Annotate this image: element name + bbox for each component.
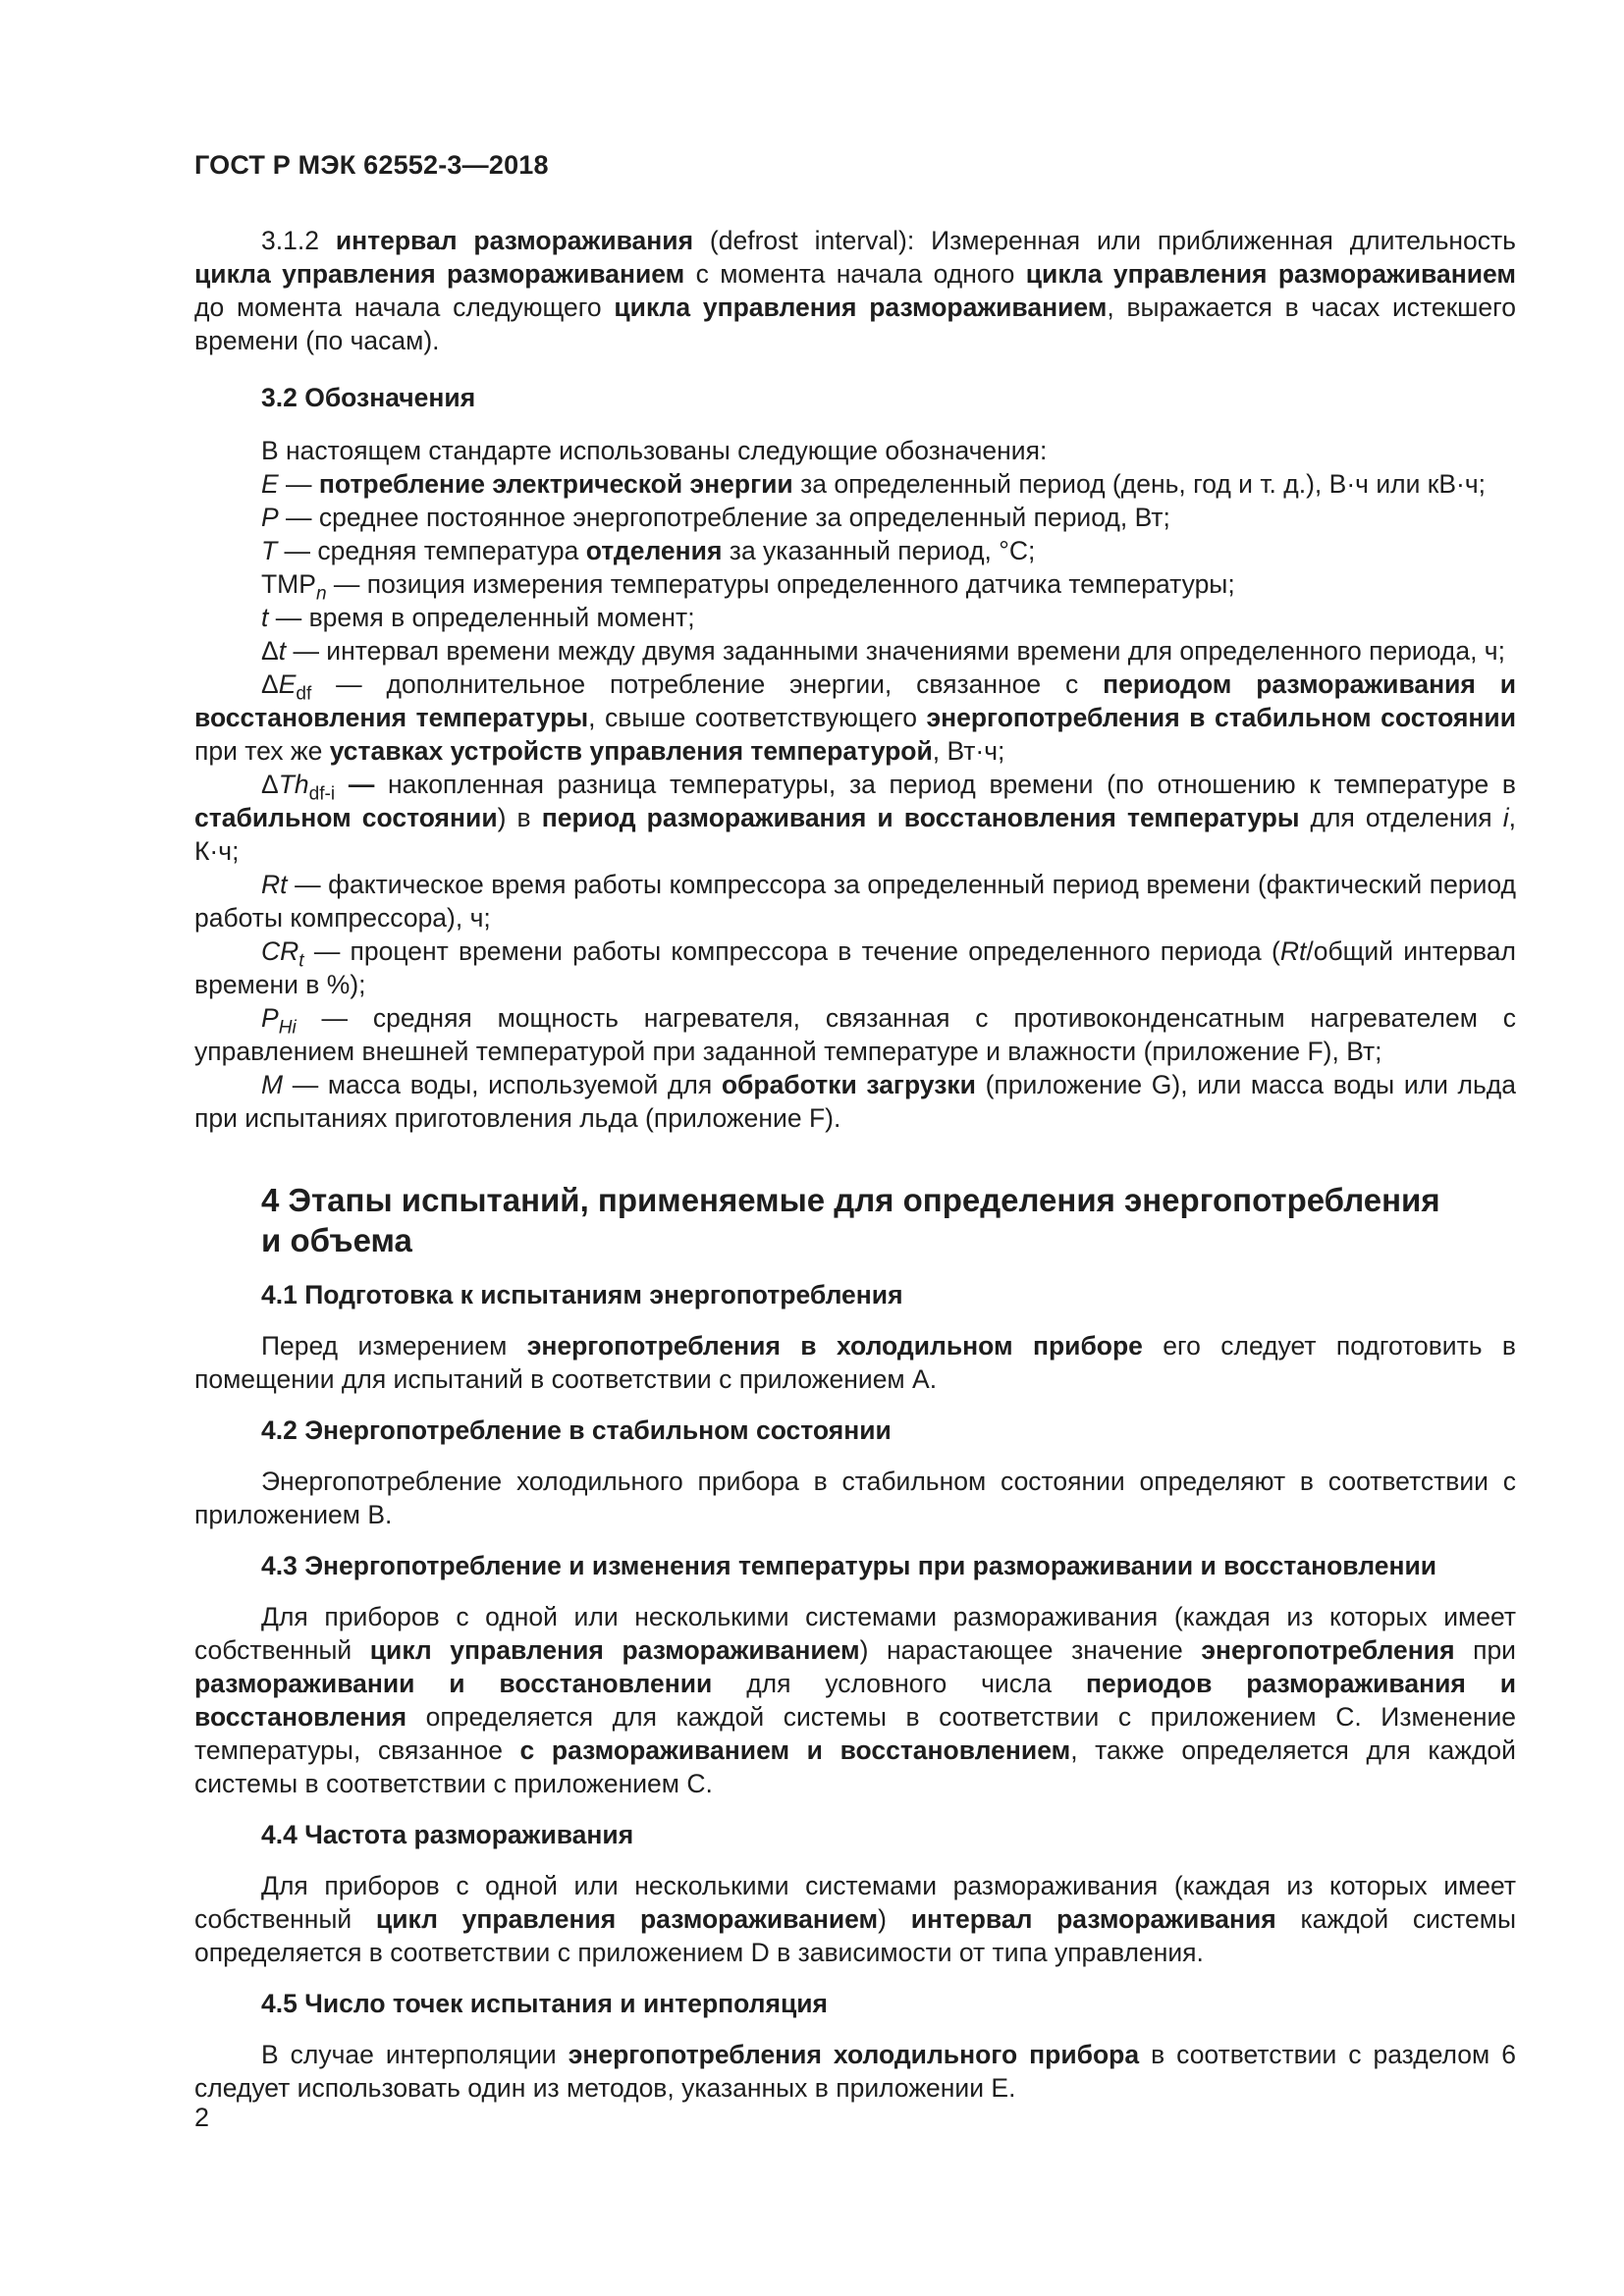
section-heading-4-3: 4.3 Энергопотребление и изменения температуры при размораживании и восстановлении [261,1551,1437,1580]
document-header: ГОСТ Р МЭК 62552-3—2018 [194,150,549,180]
section-heading-4: 4 Этапы испытаний, применяемые для определения энергопотребления и объема [261,1182,1440,1258]
symbol-P: P — среднее постоянное энергопотребление за определенный период, Вт; [261,503,1170,532]
section-heading-4-4: 4.4 Частота размораживания [261,1820,634,1849]
document-body [194,224,1516,2105]
symbol-delta-Edf: $\Delta E_{df}$ — дополнительное потребление энергии, связанное с периодом размораживания и восстановления температуры, свыше соответствующего энергопотребления в стабильном состоянии при тех же уставках устройств управления температурой, Вт·ч; [194,669,1517,766]
symbol-delta-t: Δt — интервал времени между двумя заданными значениями времени для определенного периода, ч; [261,636,1505,666]
term: интервал размораживания [335,226,694,255]
paragraph-4-5: В случае интерполяции энергопотребления холодильного прибора в соответствии с разделом 6 следует использовать один из методов, указанных в приложении Е. [194,2040,1516,2103]
symbol-t: t — время в определенный момент; [261,603,695,632]
symbol-PHi: $P_{Hi}$ — средняя мощность нагревателя, связанная с противоконденсатным нагревателем с управлением внешней температурой при заданной температуре и влажности (приложение F), Вт; [194,1003,1516,1066]
paragraph-4-1: Перед измерением энергопотребления в холодильном приборе его следует подготовить в помещении для испытаний в соответствии с приложением А. [194,1331,1516,1394]
symbol-TMP: $TMP_n$ — позиция измерения температуры определенного датчика температуры; [261,569,1235,605]
symbol-delta-Th: ΔTh$_{df-i}$ — накопленная разница температуры, за период времени (по отношению к температуре в стабильном состоянии) в период размораживания и восстановления температуры для отделения i, К·ч; [194,770,1516,866]
symbol-Rt: Rt — фактическое время работы компрессора за определенный период времени (фактический период работы компрессора), ч; [194,870,1516,933]
section-heading-4-2: 4.2 Энергопотребление в стабильном состоянии [261,1415,892,1445]
paragraph-4-4: Для приборов с одной или несколькими системами размораживания (каждая из которых имеет собственный цикл управления размораживанием) интервал размораживания каждой системы определяется в соответствии с приложением D в зависимости от типа управления. [194,1871,1517,1967]
paragraph-4-2: Энергопотребление холодильного прибора в стабильном состоянии определяют в соответствии с приложением В. [194,1467,1516,1529]
clause-number: 3.1.2 [261,226,319,255]
symbol-CRt: $CR_t$ — процент времени работы компрессора в течение определенного периода (Rt/общий интервал времени в %); [194,936,1516,999]
definition-3-1-2: 3.1.2 интервал размораживания (defrost interval): Измеренная или приближенная длительность цикла управления размораживанием с момента начала одного цикла управления размораживанием до момента начала следующего цикла управления размораживанием, выражается в часах истекшего времени (по часам). [194,226,1516,355]
paragraph-4-3: Для приборов с одной или несколькими системами размораживания (каждая из которых имеет собственный цикл управления размораживанием) нарастающее значение энергопотребления при размораживании и восстановлении для условного числа периодов размораживания и восстановления определяется для каждой системы в соответствии с приложением С. Изменение температуры, связанное с размораживанием и восстановлением, также определяется для каждой системы в соответствии с приложением С. [194,1602,1516,1798]
symbol-M: M — масса воды, используемой для обработки загрузки (приложение G), или масса воды или льда при испытаниях приготовления льда (приложение F). [194,1070,1517,1133]
symbol-T: T — средняя температура отделения за указанный период, °С; [261,536,1036,565]
section-heading-4-1: 4.1 Подготовка к испытаниям энергопотребления [261,1280,903,1309]
section-heading-3-2: 3.2 Обозначения [261,383,476,412]
symbols-intro: В настоящем стандарте использованы следующие обозначения: [261,436,1048,465]
page-number: 2 [194,2103,210,2132]
section-heading-4-5: 4.5 Число точек испытания и интерполяция [261,1989,829,2018]
symbol-E: E — потребление электрической энергии за определенный период (день, год и т. д.), В·ч или кВ·ч; [261,469,1487,499]
